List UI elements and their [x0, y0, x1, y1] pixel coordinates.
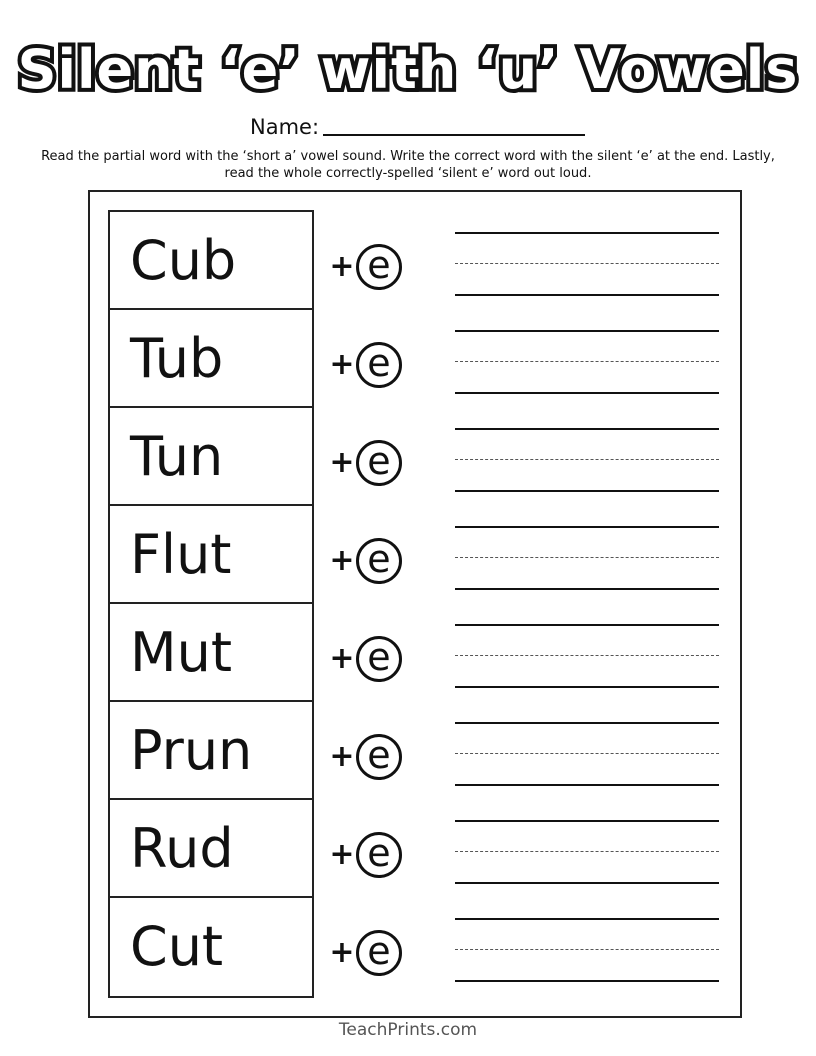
plus-sign: + [329, 641, 355, 676]
word-cell: Rud [110, 800, 312, 898]
plus-sign: + [329, 249, 355, 284]
writing-dashed-midline [455, 753, 719, 754]
writing-base-line [455, 686, 719, 688]
plus-sign: + [329, 935, 355, 970]
answer-writing-lines[interactable] [455, 330, 719, 394]
circled-e: e [356, 538, 402, 584]
writing-top-line [455, 624, 719, 626]
writing-top-line [455, 232, 719, 234]
writing-dashed-midline [455, 361, 719, 362]
answer-writing-lines[interactable] [455, 722, 719, 786]
circled-e: e [356, 636, 402, 682]
plus-sign: + [329, 837, 355, 872]
writing-top-line [455, 918, 719, 920]
circled-e: e [356, 244, 402, 290]
plus-e-marker [328, 242, 418, 292]
word-cell: Flut [110, 506, 312, 604]
writing-top-line [455, 526, 719, 528]
writing-dashed-midline [455, 949, 719, 950]
plus-e-marker [328, 536, 418, 586]
word-cell: Cub [110, 212, 312, 310]
plus-e-marker [328, 438, 418, 488]
word-cell: Prun [110, 702, 312, 800]
writing-dashed-midline [455, 655, 719, 656]
circled-e: e [356, 930, 402, 976]
name-write-line[interactable] [323, 134, 585, 136]
writing-top-line [455, 330, 719, 332]
writing-base-line [455, 490, 719, 492]
writing-dashed-midline [455, 557, 719, 558]
writing-top-line [455, 820, 719, 822]
answer-writing-lines[interactable] [455, 820, 719, 884]
footer-brand: TeachPrints.com [338, 1020, 478, 1040]
answer-writing-lines[interactable] [455, 526, 719, 590]
writing-top-line [455, 722, 719, 724]
writing-base-line [455, 294, 719, 296]
circled-e: e [356, 734, 402, 780]
instructions: Read the partial word with the ‘short a’ vowel sound. Write the correct word with the silent ‘e’ at the end. Lastly, read the whole correctly-spelled ‘silent e’ word out loud. [41, 149, 775, 181]
plus-e-marker [328, 928, 418, 978]
writing-base-line [455, 588, 719, 590]
plus-sign: + [329, 739, 355, 774]
plus-e-marker [328, 830, 418, 880]
word-table [108, 210, 314, 998]
plus-sign: + [329, 445, 355, 480]
plus-sign: + [329, 347, 355, 382]
writing-base-line [455, 882, 719, 884]
writing-dashed-midline [455, 263, 719, 264]
answer-writing-lines[interactable] [455, 232, 719, 296]
circled-e: e [356, 832, 402, 878]
answer-writing-lines[interactable] [455, 428, 719, 492]
writing-dashed-midline [455, 851, 719, 852]
circled-e: e [356, 342, 402, 388]
word-cell: Tun [110, 408, 312, 506]
writing-dashed-midline [455, 459, 719, 460]
plus-e-marker [328, 634, 418, 684]
word-cell: Tub [110, 310, 312, 408]
answer-writing-lines[interactable] [455, 918, 719, 982]
writing-base-line [455, 980, 719, 982]
writing-base-line [455, 392, 719, 394]
word-cell: Cut [130, 915, 224, 978]
name-label: Name: [250, 115, 320, 139]
word-cell: Mut [110, 604, 312, 702]
writing-top-line [455, 428, 719, 430]
plus-e-marker [328, 732, 418, 782]
plus-sign: + [329, 543, 355, 578]
worksheet-title: Silent ‘e’ with ‘u’ Vowels [17, 38, 799, 101]
writing-base-line [455, 784, 719, 786]
answer-writing-lines[interactable] [455, 624, 719, 688]
name-row [250, 110, 585, 140]
plus-e-marker [328, 340, 418, 390]
circled-e: e [356, 440, 402, 486]
